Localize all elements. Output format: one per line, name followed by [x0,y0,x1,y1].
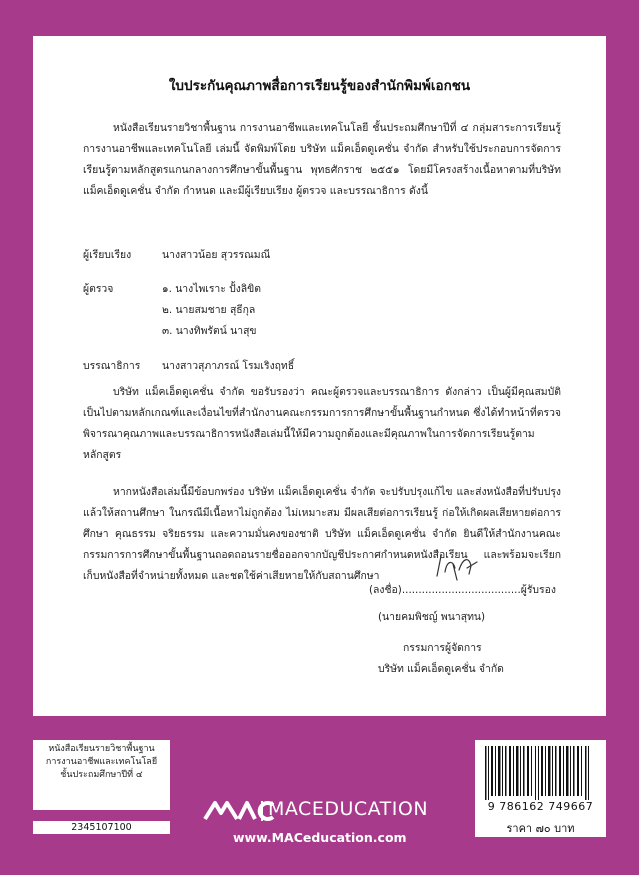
reviewer-label: ผู้ตรวจ [83,283,114,295]
barcode-icon [475,740,606,800]
editor-label: บรรณาธิการ [83,360,141,372]
intro-paragraph: หนังสือเรียนรายวิชาพื้นฐาน การงานอาชีพและเทคโนโลยี ชั้นประถมศึกษาปีที่ ๔ กลุ่มสาระการเรียนรู้การงานอาชีพและเทคโนโลยี เล่มนี้ จัดพิมพ์โดย บริษัท แม็คเอ็ดดูเคชั่น จำกัด สำหรับใช้ประกอบการจัดการเรียนรู้ตามหลักสูตรแกนกลางการศึกษาขั้นพื้นฐาน พุทธศักราช ๒๕๕๑ โดยมีโครงสร้างเนื้อหาตามที่บริษัท แม็คเอ็ดดูเคชั่น จำกัด กำหนด และมีผู้เรียบเรียง ผู้ตรวจ และบรรณาธิการ ดังนี้ [83,122,561,197]
logo-wordmark: MACEDUCATION [268,798,429,820]
sign-prefix: (ลงชื่อ) [369,584,402,596]
liability-paragraph: หากหนังสือเล่มนี้มีข้อบกพร่อง บริษัท แม็คเอ็ดดูเคชั่น จำกัด จะปรับปรุงแก้ไข และส่งหนังสือที่ปรับปรุงแล้วให้สถานศึกษา ในกรณีมีเนื้อหาไม่ถูกต้อง ไม่เหมาะสม มีผลเสียต่อการเรียนรู้ ก่อให้เกิดผลเสียหายต่อการศึกษา คุณธรรม จริยธรรม และความมั่นคงของชาติ บริษัท แม็คเอ็ดดูเคชั่น จำกัด ยินดีให้สำนักงานคณะกรรมการการศึกษาขั้นพื้นฐานถอดถอนรายชื่อออกจากบัญชีประกาศกำหนดหนังสือเรียน และพร้อมจะเรียกเก็บหนังสือที่จำหน่ายทั้งหมด และชดใช้ค่าเสียหายให้กับสถานศึกษา [83,486,561,582]
book-info-line-3: ชั้นประถมศึกษาปีที่ ๔ [60,770,143,780]
sign-suffix: ผู้รับรอง [520,584,556,596]
editor-name: นางสาวสุภาภรณ์ โรมเริงฤทธิ์ [162,360,295,372]
barcode-box [475,740,606,837]
reviewer-2: ๒. นายสมชาย สุธีกุล [162,304,256,316]
signer-name: (นายคมพิชญ์ พนาสุทน) [378,611,486,623]
book-info-line-2: การงานอาชีพและเทคโนโลยี [45,757,158,767]
website-url: www.MACeducation.com [233,830,407,845]
certificate-page [33,36,606,716]
signer-company: บริษัท แม็คเอ็ดดูเคชั่น จำกัด [378,663,504,675]
reviewer-3: ๓. นางทิพรัตน์ นาสุข [162,325,257,337]
author-label: ผู้เรียบเรียง [83,249,132,261]
sign-dots: .................................... [401,584,521,596]
signature-line [369,581,556,598]
price-label: ราคา ๗๐ บาท [506,822,575,835]
isbn-number: 9 786162 749667 [487,800,594,813]
document-title: ใบประกันคุณภาพสื่อการเรียนรู้ของสำนักพิมพ์เอกชน [168,78,471,94]
signer-role: กรรมการผู้จัดการ [403,642,482,654]
reviewer-1: ๑. นางไพเราะ ปั้งลิขิต [162,283,262,295]
guarantee-paragraph: บริษัท แม็คเอ็ดดูเคชั่น จำกัด ขอรับรองว่า คณะผู้ตรวจและบรรณาธิการ ดังกล่าว เป็นผู้มีคุณสมบัติเป็นไปตามหลักเกณฑ์และเงื่อนไขที่สำนักงานคณะกรรมการการศึกษาขั้นพื้นฐานกำหนด ซึ่งได้ทำหน้าที่ตรวจพิจารณาคุณภาพและบรรณาธิการหนังสือเล่มนี้ให้มีความถูกต้องและมีคุณภาพในการจัดการเรียนรู้ตามหลักสูตร [83,386,561,461]
product-code: 2345107100 [33,821,170,834]
book-info-line-1: หนังสือเรียนรายวิชาพื้นฐาน [48,744,155,754]
author-name: นางสาวน้อย สุวรรณมณี [162,249,271,261]
book-info-box [33,740,170,810]
